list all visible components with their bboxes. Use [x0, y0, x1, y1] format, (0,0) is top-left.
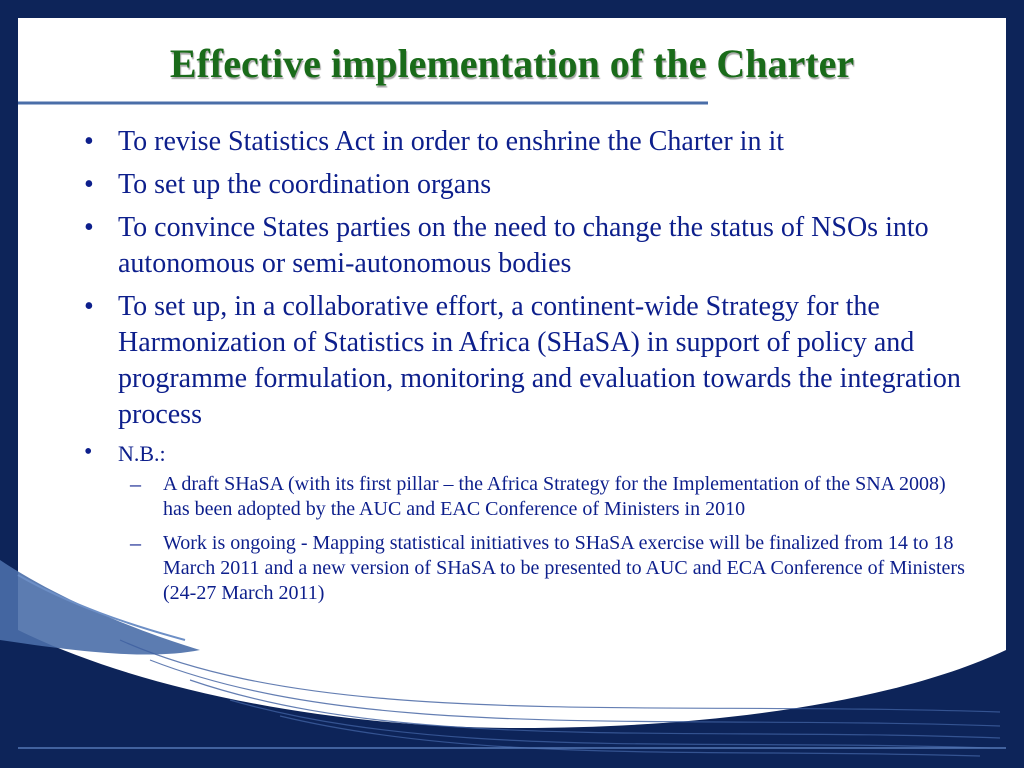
bullet-text: To set up, in a collaborative effort, a continent-wide Strategy for the Harmonization of Statistics in Africa (SHaSA) in support of policy and programme formulation, monitoring and evaluation towards the integration process — [118, 291, 961, 430]
bullet-list — [74, 124, 974, 468]
sub-bullet-list — [74, 472, 974, 606]
bullet-marker: • — [84, 169, 94, 200]
slide-title: Effective implementation of the Charter — [169, 41, 855, 86]
bullet-item — [74, 289, 974, 433]
bullet-marker: • — [84, 126, 94, 157]
bullet-item — [74, 167, 974, 203]
bullet-item — [74, 210, 974, 282]
sub-bullet-text: Work is ongoing - Mapping statistical initiatives to SHaSA exercise will be finalized from 14 to 18 March 2011 and a new version of SHaSA to be presented to AUC and ECA Conference of Ministers (24-27 March 2011) — [163, 532, 965, 604]
bullet-item-nb — [74, 440, 974, 468]
sub-bullet-text: A draft SHaSA (with its first pillar – the Africa Strategy for the Implementation of the SNA 2008) has been adopted by the AUC and EAC Conference of Ministers in 2010 — [163, 473, 946, 520]
bullet-text: To set up the coordination organs — [118, 169, 492, 200]
bullet-marker: • — [84, 439, 93, 465]
bullet-marker: • — [84, 291, 94, 322]
bullet-text: N.B.: — [118, 441, 166, 466]
dash-marker: – — [130, 471, 141, 496]
bullet-text: To convince States parties on the need to change the status of NSOs into autonomous or semi-autonomous bodies — [118, 212, 929, 279]
sub-bullet-item — [74, 531, 974, 606]
dash-marker: – — [130, 530, 141, 555]
bullet-item — [74, 124, 974, 160]
sub-bullet-item — [74, 472, 974, 522]
bullet-text: To revise Statistics Act in order to enshrine the Charter in it — [118, 126, 784, 157]
bullet-marker: • — [84, 212, 94, 243]
slide-body — [74, 124, 974, 615]
